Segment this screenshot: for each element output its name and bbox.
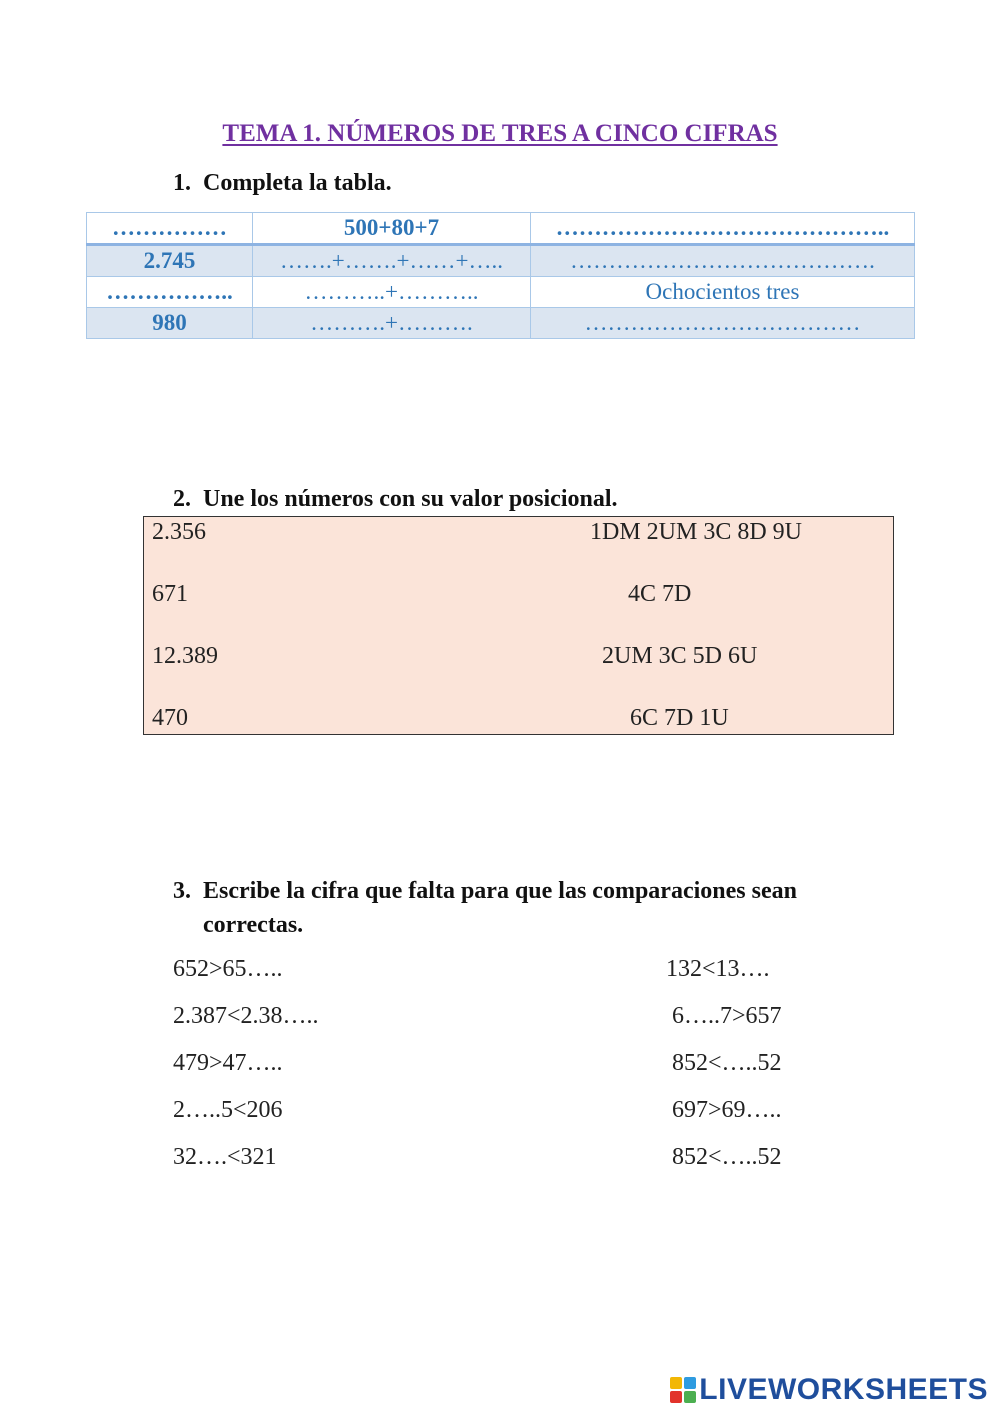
comparison-item[interactable]: 697>69….. xyxy=(672,1097,782,1123)
comparison-item[interactable]: 2.387<2.38….. xyxy=(173,1003,319,1029)
question-2-heading xyxy=(173,482,843,516)
match-left-item[interactable]: 12.389 xyxy=(152,643,218,669)
table-cell: 980 xyxy=(87,308,253,339)
question-3-number: 3. xyxy=(173,878,191,904)
table-cell-blank[interactable]: …………………………………….. xyxy=(531,213,915,245)
match-right-item[interactable]: 4C 7D xyxy=(628,581,692,607)
liveworksheets-logo xyxy=(670,1372,988,1408)
comparison-item[interactable]: 652>65….. xyxy=(173,956,283,982)
table-cell-blank[interactable]: …………….. xyxy=(87,277,253,308)
logo-text: LIVEWORKSHEETS xyxy=(699,1373,988,1406)
comparison-item[interactable]: 852<…..52 xyxy=(672,1050,782,1076)
question-1-heading xyxy=(173,166,843,200)
match-left-item[interactable]: 2.356 xyxy=(152,519,206,545)
table-row xyxy=(87,308,915,339)
comparison-item[interactable]: 479>47….. xyxy=(173,1050,283,1076)
match-right-item[interactable]: 6C 7D 1U xyxy=(630,705,729,731)
table-cell: 2.745 xyxy=(87,245,253,277)
table-cell-blank[interactable]: …………… xyxy=(87,213,253,245)
comparison-item[interactable]: 852<…..52 xyxy=(672,1144,782,1170)
table-cell-blank[interactable]: …….+…….+……+….. xyxy=(253,245,531,277)
comparison-item[interactable]: 132<13…. xyxy=(666,956,770,982)
comparison-item[interactable]: 6…..7>657 xyxy=(672,1003,782,1029)
comparison-item[interactable]: 32….<321 xyxy=(173,1144,277,1170)
question-3-heading xyxy=(173,874,843,942)
match-left-item[interactable]: 671 xyxy=(152,581,188,607)
match-right-item[interactable]: 2UM 3C 5D 6U xyxy=(602,643,758,669)
question-3-text: Escribe la cifra que falta para que las comparaciones sean correctas. xyxy=(203,878,797,938)
match-right-item[interactable]: 1DM 2UM 3C 8D 9U xyxy=(590,519,803,545)
completion-table xyxy=(86,212,915,339)
question-1-number: 1. xyxy=(173,170,191,196)
table-cell-blank[interactable]: ……….+………. xyxy=(253,308,531,339)
comparison-item[interactable]: 2…..5<206 xyxy=(173,1097,283,1123)
table-row xyxy=(87,245,915,277)
table-cell: Ochocientos tres xyxy=(531,277,915,308)
table-row xyxy=(87,277,915,308)
page-title: TEMA 1. NÚMEROS DE TRES A CINCO CIFRAS xyxy=(222,120,778,147)
table-cell-blank[interactable]: …………………………………. xyxy=(531,245,915,277)
match-left-item[interactable]: 470 xyxy=(152,705,188,731)
question-2-text: Une los números con su valor posicional. xyxy=(203,486,618,512)
table-row xyxy=(87,213,915,245)
question-1-text: Completa la tabla. xyxy=(203,170,392,196)
question-2-number: 2. xyxy=(173,486,191,512)
logo-mark-icon xyxy=(670,1377,696,1403)
matching-box xyxy=(143,516,894,735)
table-cell: 500+80+7 xyxy=(253,213,531,245)
table-cell-blank[interactable]: ……………………………… xyxy=(531,308,915,339)
table-cell-blank[interactable]: ………..+……….. xyxy=(253,277,531,308)
